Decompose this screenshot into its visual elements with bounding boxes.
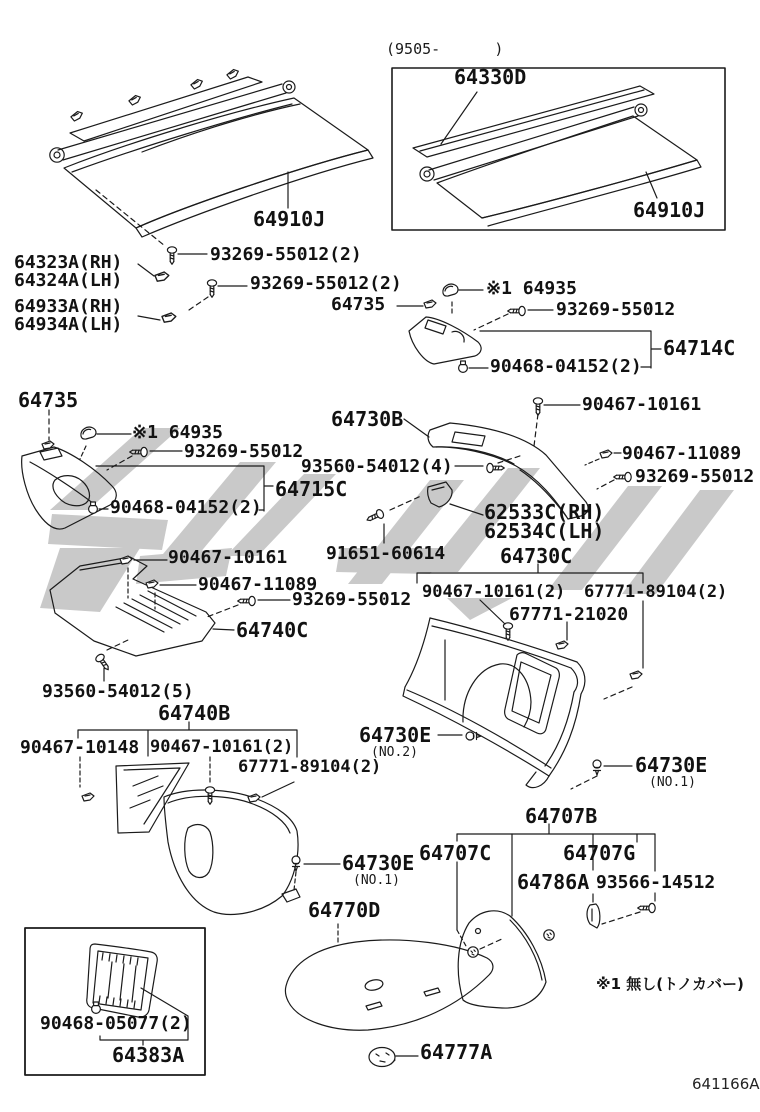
callout-90468-04152-b: 90468-04152(2) <box>110 497 262 518</box>
callout-64933A: 64933A(RH) <box>14 296 123 317</box>
callout-64740B: 64740B <box>158 701 231 725</box>
callout-64934A: 64934A(LH) <box>14 314 123 335</box>
callout-64910J-inset: 64910J <box>633 198 706 222</box>
callout-64730E-no1-left-sub: (NO.1) <box>353 873 400 888</box>
callout-90467-10161-b: 90467-10161 <box>168 547 288 568</box>
page-code: 641166A <box>692 1075 760 1093</box>
callout-64777A: 64777A <box>420 1040 493 1064</box>
callout-90467-10161-a: 90467-10161 <box>582 394 702 415</box>
callout-64715C: 64715C <box>275 477 348 501</box>
footnote-tonneau: ※1 無し(トノカバー) <box>596 975 744 993</box>
callout-64910J: 64910J <box>253 207 326 231</box>
callout-64730E-no2-sub: (NO.2) <box>371 745 418 760</box>
callout-64740C: 64740C <box>236 618 309 642</box>
callout-93269-55012-d: 93269-55012 <box>184 441 304 462</box>
callout-64735-right: 64735 <box>331 294 386 315</box>
callout-93566-14512: 93566-14512 <box>596 872 716 893</box>
callout-90467-10161-2-b: 90467-10161(2) <box>150 737 294 757</box>
callout-64730C: 64730C <box>500 544 573 568</box>
callout-62534C: 62534C(LH) <box>484 519 605 543</box>
callout-90467-11089-a: 90467-11089 <box>622 443 742 464</box>
callout-93269-55012-f: 93269-55012 <box>292 589 412 610</box>
callout-64707B: 64707B <box>525 804 598 828</box>
callout-64735-left: 64735 <box>18 388 79 412</box>
callout-64786A: 64786A <box>517 870 590 894</box>
callout-64730E-no1-left: 64730E <box>342 851 415 875</box>
callout-64383A: 64383A <box>112 1043 185 1067</box>
callout-67771-21020: 67771-21020 <box>509 604 629 625</box>
callout-64730B: 64730B <box>331 407 404 431</box>
callout-64707C: 64707C <box>419 841 492 865</box>
callout-93269-55012-e: 93269-55012 <box>635 466 755 487</box>
callout-64714C: 64714C <box>663 336 736 360</box>
callout-64730E-no1-right: 64730E <box>635 753 708 777</box>
callout-93269-55012-2-b: 93269-55012(2) <box>250 273 402 294</box>
callout-64730E-no1-right-sub: (NO.1) <box>649 775 696 790</box>
callout-90467-11089-b: 90467-11089 <box>198 574 318 595</box>
callout-93560-54012-4: 93560-54012(4) <box>301 456 453 477</box>
callout-93269-55012-2-a: 93269-55012(2) <box>210 244 362 265</box>
callout-64730E-no2: 64730E <box>359 723 432 747</box>
callout-64770D: 64770D <box>308 898 381 922</box>
callout-64323A: 64323A(RH) <box>14 252 123 273</box>
callout-90468-04152-a: 90468-04152(2) <box>490 356 642 377</box>
callout-64330D: 64330D <box>454 65 527 89</box>
callout-64324A: 64324A(LH) <box>14 270 123 291</box>
inset-date-note: (9505- ) <box>386 40 504 58</box>
callout-90467-10148: 90467-10148 <box>20 737 140 758</box>
callout-93560-54012-5: 93560-54012(5) <box>42 681 194 702</box>
callout-90467-10161-2-a: 90467-10161(2) <box>422 582 566 602</box>
callout-67771-89104-2-a: 67771-89104(2) <box>584 582 728 602</box>
callout-93269-55012-c: 93269-55012 <box>556 299 676 320</box>
callout-64707G: 64707G <box>563 841 636 865</box>
callout-91651-60614: 91651-60614 <box>326 543 446 564</box>
callout-64935-right: ※1 64935 <box>486 278 577 299</box>
callout-90468-05077: 90468-05077(2) <box>40 1013 192 1034</box>
callout-67771-89104-2-b: 67771-89104(2) <box>238 757 382 777</box>
callout-62533C: 62533C(RH) <box>484 500 605 524</box>
callout-64935-left: ※1 64935 <box>132 422 223 443</box>
